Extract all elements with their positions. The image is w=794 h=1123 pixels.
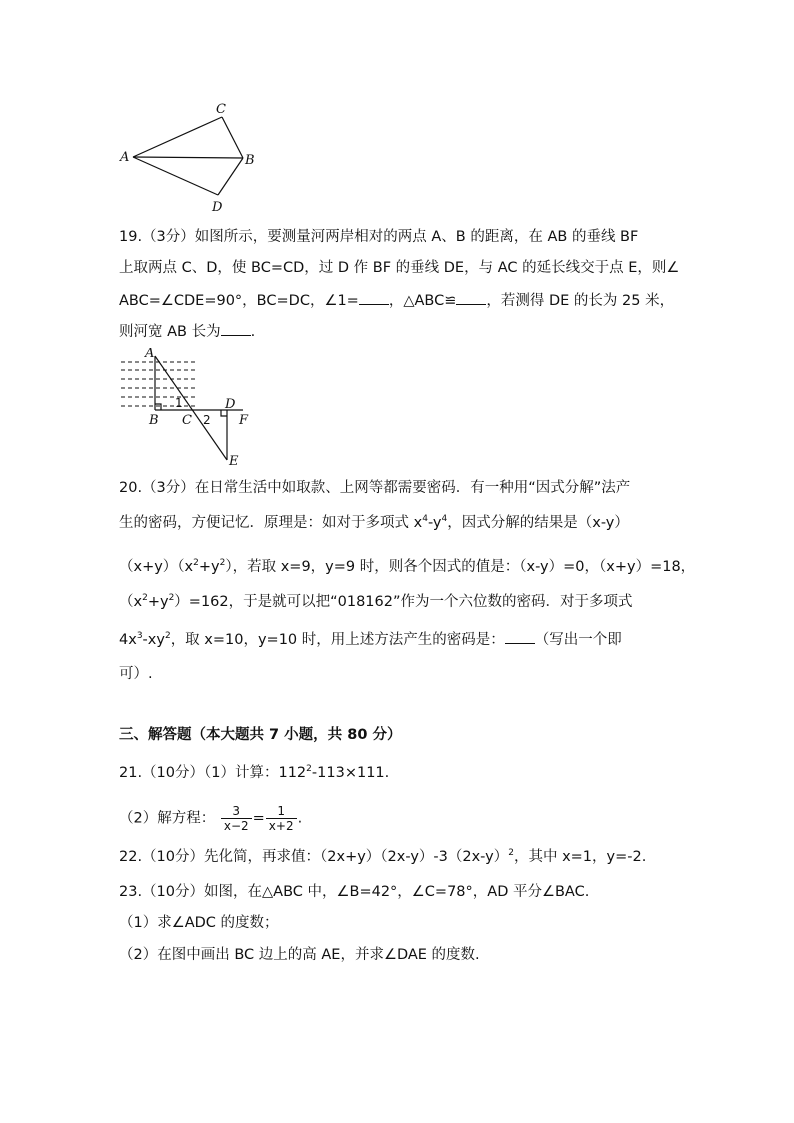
label-f: F: [239, 413, 249, 428]
q20-line-5: $4x^3-xy^2$，取 x=10，y=10 时，用上述方法产生的密码是： （写出一个即: [119, 629, 622, 650]
right-angle-b: [155, 404, 161, 410]
segment-cb: [222, 117, 243, 158]
river-dashes: [121, 362, 195, 406]
section-heading: 三、解答题（本大题共 7 小题，共 80 分）: [119, 727, 402, 743]
q23-line-2: （1）求∠ADC 的度数；: [119, 915, 279, 931]
q22-line-1: 22.（10分）先化简，再求值：$(2x+y)(2x-y)-3(2x-y)^2$，其中 x=1，y=-2.: [119, 848, 647, 865]
label-e: E: [229, 454, 239, 469]
label-b: B: [245, 153, 255, 168]
figure-q19: [115, 348, 255, 470]
q23-line-1: 23.（10分）如图，在△ABC 中，∠B=42°，∠C=78°，AD 平分∠BAC.: [119, 884, 590, 900]
q19-line-4: 则河宽 AB 长为 .: [119, 321, 255, 342]
answer-blank-width[interactable]: [221, 321, 251, 336]
answer-blank-password[interactable]: [505, 629, 535, 644]
label-c: C: [182, 413, 192, 428]
figure-q18: [115, 100, 265, 218]
q20-line-3: $(x+y)(x^2+y^2)$，若取 x=9，y=9 时，则各个因式的值是：（x-y）=0，（x+y）=18，: [119, 558, 696, 575]
answer-blank-angle[interactable]: [359, 290, 389, 305]
answer-blank-triangle[interactable]: [456, 290, 486, 305]
label-angle-1: 1: [175, 396, 183, 410]
label-b: B: [149, 413, 159, 428]
q19-line-3: ABC=∠CDE=90°，BC=DC，∠1= ，△ABC≌ ，若测得 DE 的长为 25 米，: [119, 290, 674, 311]
label-c: C: [216, 102, 226, 117]
segment-ac: [133, 117, 222, 157]
segment-ad: [133, 157, 218, 195]
q21-line-1: 21.（10分）（1）计算：$112^2-113\times 111$.: [119, 764, 390, 781]
label-d: D: [212, 200, 223, 215]
q23-line-3: （2）在图中画出 BC 边上的高 AE，并求∠DAE 的度数.: [119, 947, 480, 963]
segment-db: [218, 158, 243, 195]
label-angle-2: 2: [203, 413, 211, 427]
q20-line-1: 20.（3分）在日常生活中如取款、上网等都需要密码．有一种用“因式分解”法产: [119, 480, 631, 496]
label-a: A: [120, 150, 130, 165]
q19-line-2: 上取两点 C、D，使 BC=CD，过 D 作 BF 的垂线 DE，与 AC 的延长线交于点 E，则∠: [119, 260, 680, 276]
q21-line-2: （2）解方程： $\frac{3}{x-2}$ = $\frac{1}{x+2}$ .: [119, 804, 303, 833]
q20-line-6: 可）.: [119, 666, 153, 682]
q20-line-2: 生的密码，方便记忆．原理是：如对于多项式 $x^4-y^4$，因式分解的结果是（x-y）: [119, 514, 629, 531]
label-a: A: [145, 348, 155, 361]
fraction-right: $\frac{1}{x+2}$: [266, 804, 297, 833]
fraction-left: $\frac{3}{x-2}$: [221, 804, 252, 833]
q20-line-4: $(x^2+y^2)=162$，于是就可以把“018162”作为一个六位数的密码．对于多项式: [119, 593, 633, 610]
label-d: D: [225, 397, 236, 412]
segment-ae: [155, 356, 227, 460]
segment-ab: [133, 157, 243, 158]
q19-line-1: 19.（3分）如图所示，要测量河两岸相对的两点 A、B 的距离，在 AB 的垂线 BF: [119, 229, 639, 245]
